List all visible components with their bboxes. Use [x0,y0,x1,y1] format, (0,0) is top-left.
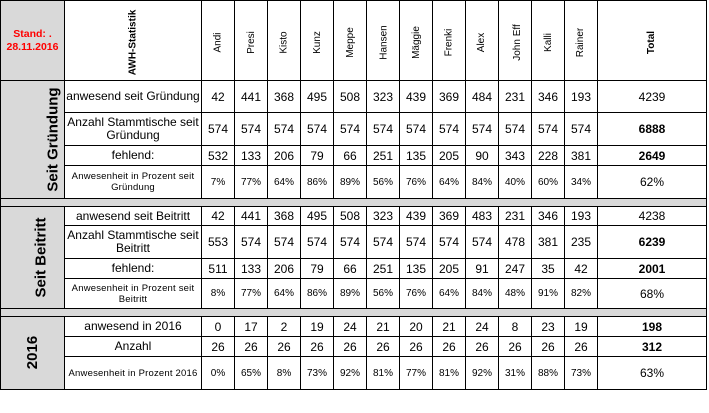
cell: 441 [235,81,268,113]
total-cell: 2001 [598,259,707,279]
cell: 205 [433,259,466,279]
cell: 0% [202,357,235,390]
cell: 23 [532,317,565,337]
cell: 135 [400,259,433,279]
cell: 574 [433,113,466,146]
total-header [598,1,707,81]
cell: 19 [301,317,334,337]
row-label: anwesend in 2016 [65,317,202,337]
cell: 247 [499,259,532,279]
cell: 483 [466,207,499,226]
cell: 84% [466,166,499,199]
cell: 574 [268,113,301,146]
row-label: fehlend: [65,259,202,279]
cell: 508 [334,81,367,113]
cell: 369 [433,207,466,226]
name-kalli: Kalli [542,32,554,52]
name-header [268,1,301,81]
cell: 56% [367,279,400,309]
cell: 206 [268,259,301,279]
total-cell: 4239 [598,81,707,113]
cell: 8% [268,357,301,390]
cell: 26 [433,337,466,357]
cell: 92% [466,357,499,390]
cell: 574 [268,226,301,259]
cell: 84% [466,279,499,309]
cell: 26 [565,337,598,357]
name-header [532,1,565,81]
cell: 34% [565,166,598,199]
cell: 251 [367,259,400,279]
cell: 26 [202,337,235,357]
section-header [1,207,65,309]
section-title: Seit Gründung [44,86,62,192]
cell: 574 [565,113,598,146]
cell: 81% [367,357,400,390]
cell: 574 [202,113,235,146]
cell: 135 [400,146,433,166]
cell: 133 [235,259,268,279]
cell: 24 [334,317,367,337]
cell: 26 [499,337,532,357]
cell: 205 [433,146,466,166]
total-cell: 68% [598,279,707,309]
name-rainer: Rainer [575,27,587,57]
section-title: 2016 [24,335,41,370]
name-header [301,1,334,81]
cell: 574 [235,226,268,259]
cell: 574 [367,226,400,259]
cell: 133 [235,146,268,166]
cell: 574 [532,113,565,146]
total-cell: 6239 [598,226,707,259]
cell: 368 [268,207,301,226]
cell: 368 [268,81,301,113]
cell: 91 [466,259,499,279]
cell: 79 [301,146,334,166]
cell: 532 [202,146,235,166]
cell: 193 [565,81,598,113]
cell: 346 [532,207,565,226]
cell: 251 [367,146,400,166]
table-row [1,113,707,146]
name-header [334,1,367,81]
table-row [1,166,707,199]
table-row [1,279,707,309]
cell: 441 [235,207,268,226]
cell: 77% [235,279,268,309]
cell: 48% [499,279,532,309]
name-hansen: Hansen [378,24,390,60]
cell: 574 [334,226,367,259]
header-row [1,1,707,81]
cell: 77% [235,166,268,199]
table-row [1,81,707,113]
cell: 82% [565,279,598,309]
cell: 20 [400,317,433,337]
cell: 24 [466,317,499,337]
cell: 56% [367,166,400,199]
section-divider [1,199,707,207]
cell: 26 [532,337,565,357]
section-divider [1,309,707,317]
cell: 89% [334,279,367,309]
cell: 495 [301,207,334,226]
cell: 26 [235,337,268,357]
name-frenki: Frenki [443,28,455,56]
table-row [1,259,707,279]
cell: 553 [202,226,235,259]
cell: 40% [499,166,532,199]
cell: 323 [367,207,400,226]
name-john-eff: John Eff [511,23,523,61]
cell: 511 [202,259,235,279]
cell: 439 [400,81,433,113]
cell: 7% [202,166,235,199]
total-cell: 198 [598,317,707,337]
cell: 508 [334,207,367,226]
table-row [1,357,707,390]
cell: 64% [268,166,301,199]
table-row [1,317,707,337]
cell: 91% [532,279,565,309]
cell: 2 [268,317,301,337]
table-row [1,226,707,259]
cell: 90 [466,146,499,166]
name-header [466,1,499,81]
row-label: Anzahl Stammtische seit Beitritt [65,226,202,259]
cell: 21 [433,317,466,337]
total-cell: 63% [598,357,707,390]
cell: 231 [499,81,532,113]
cell: 86% [301,279,334,309]
stat-title: AWH-Statistik [127,9,139,75]
name-maeggie: Mäggie [410,25,422,59]
cell: 86% [301,166,334,199]
cell: 17 [235,317,268,337]
cell: 26 [400,337,433,357]
cell: 26 [301,337,334,357]
name-header [235,1,268,81]
section-header [1,317,65,390]
cell: 76% [400,166,433,199]
cell: 19 [565,317,598,337]
cell: 484 [466,81,499,113]
name-header [400,1,433,81]
total-cell: 312 [598,337,707,357]
name-kunz: Kunz [311,30,323,54]
name-andi: Andi [212,31,224,53]
total-cell: 62% [598,166,707,199]
cell: 66 [334,259,367,279]
cell: 64% [433,279,466,309]
total-cell: 2649 [598,146,707,166]
table-row [1,337,707,357]
total-cell: 6888 [598,113,707,146]
cell: 64% [433,166,466,199]
cell: 381 [565,146,598,166]
cell: 73% [565,357,598,390]
cell: 81% [433,357,466,390]
name-header [433,1,466,81]
table-row [1,207,707,226]
name-kisto: Kisto [278,30,290,54]
total-cell: 4238 [598,207,707,226]
cell: 574 [301,113,334,146]
cell: 26 [466,337,499,357]
cell: 574 [235,113,268,146]
name-header [499,1,532,81]
cell: 369 [433,81,466,113]
name-header [367,1,400,81]
stand-date: 28.11.2016 [6,40,59,53]
row-label: anwesend seit Gründung [65,81,202,113]
row-label: anwesend seit Beitritt [65,207,202,226]
cell: 574 [301,226,334,259]
cell: 439 [400,207,433,226]
cell: 574 [367,113,400,146]
cell: 0 [202,317,235,337]
cell: 343 [499,146,532,166]
cell: 381 [532,226,565,259]
name-header [565,1,598,81]
stand-label: Stand: . [13,27,52,40]
total-label: Total [646,30,658,54]
cell: 76% [400,279,433,309]
cell: 42 [565,259,598,279]
cell: 66 [334,146,367,166]
row-label: Anzahl [65,337,202,357]
cell: 574 [400,113,433,146]
cell: 231 [499,207,532,226]
name-presi: Presi [245,30,257,54]
cell: 478 [499,226,532,259]
cell: 65% [235,357,268,390]
cell: 8 [499,317,532,337]
cell: 77% [400,357,433,390]
row-label: fehlend: [65,146,202,166]
stat-title-cell [65,1,202,81]
cell: 42 [202,81,235,113]
cell: 35 [532,259,565,279]
cell: 193 [565,207,598,226]
cell: 235 [565,226,598,259]
cell: 31% [499,357,532,390]
cell: 206 [268,146,301,166]
section-title: Seit Beitritt [32,216,50,298]
cell: 60% [532,166,565,199]
stand-cell [1,1,65,81]
cell: 26 [334,337,367,357]
cell: 574 [466,226,499,259]
cell: 42 [202,207,235,226]
row-label: Anzahl Stammtische seit Gründung [65,113,202,146]
cell: 574 [334,113,367,146]
cell: 574 [466,113,499,146]
cell: 495 [301,81,334,113]
cell: 228 [532,146,565,166]
cell: 73% [301,357,334,390]
cell: 88% [532,357,565,390]
row-label: Anwesenheit in Prozent seit Gründung [65,166,202,199]
cell: 346 [532,81,565,113]
cell: 64% [268,279,301,309]
cell: 92% [334,357,367,390]
name-alex: Alex [476,32,488,52]
section-header [1,81,65,199]
cell: 26 [367,337,400,357]
name-meppe: Meppe [344,26,356,58]
name-header [202,1,235,81]
cell: 574 [433,226,466,259]
row-label: Anwesenheit in Prozent seit Beitritt [65,279,202,309]
cell: 89% [334,166,367,199]
cell: 8% [202,279,235,309]
cell: 79 [301,259,334,279]
cell: 323 [367,81,400,113]
row-label: Anwesenheit in Prozent 2016 [65,357,202,390]
cell: 574 [400,226,433,259]
cell: 574 [499,113,532,146]
cell: 21 [367,317,400,337]
cell: 26 [268,337,301,357]
table-row [1,146,707,166]
